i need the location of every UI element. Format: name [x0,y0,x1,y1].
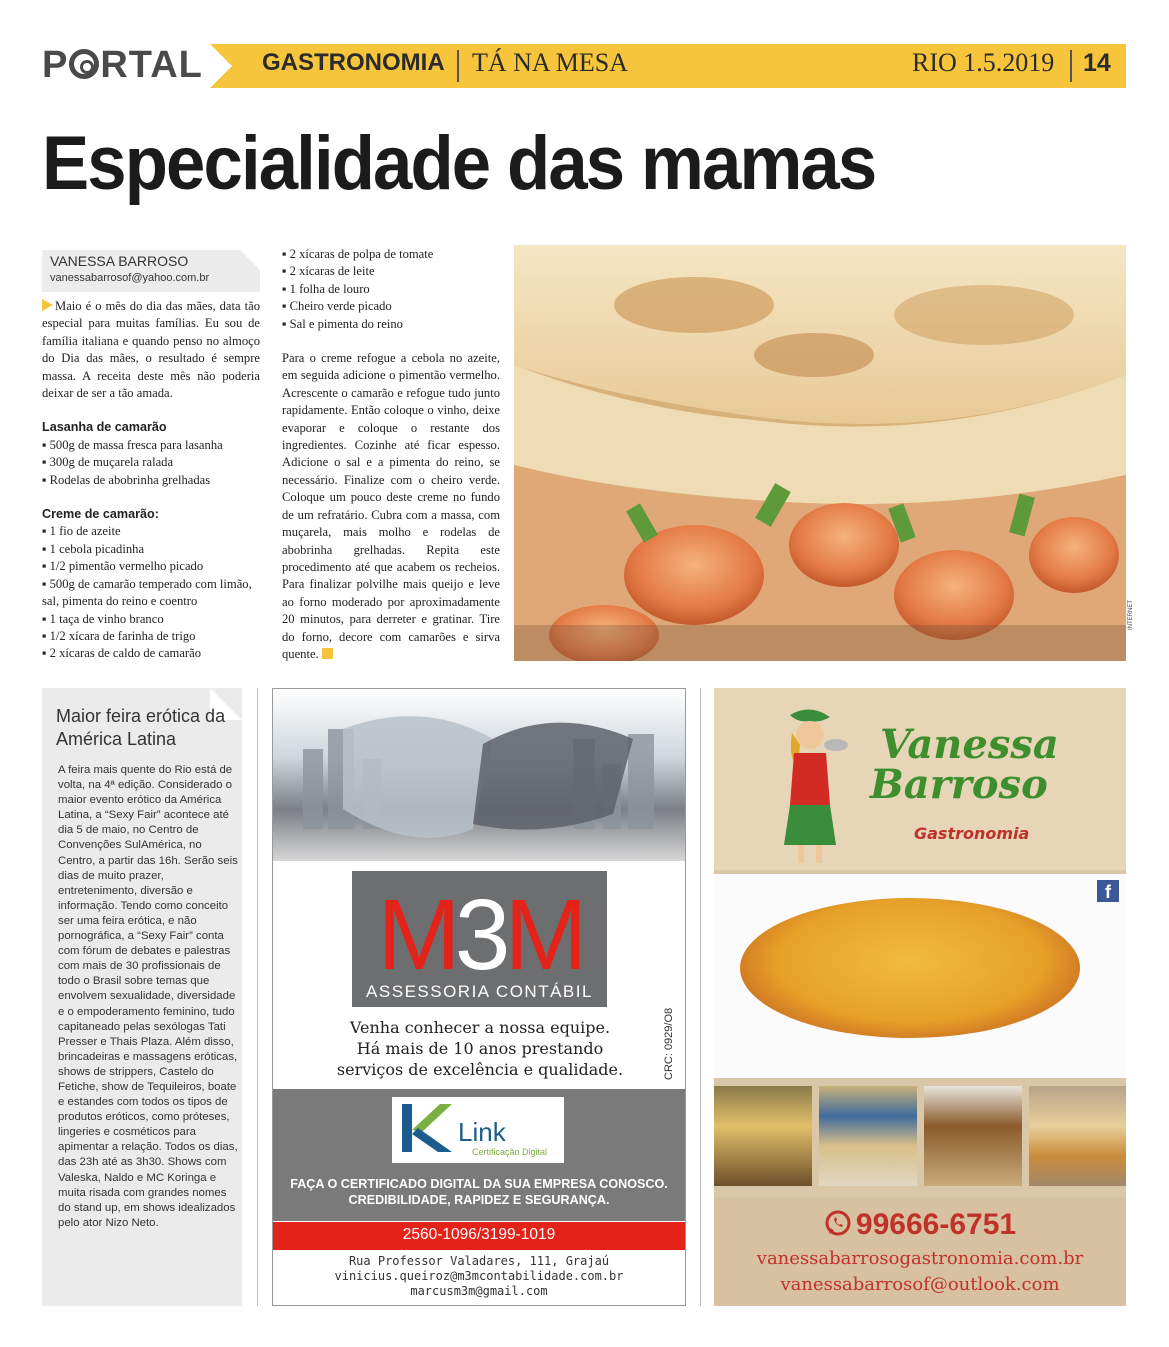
portal-logo: P RTAL [42,44,203,86]
pudding-photo [1029,1086,1126,1186]
link-cta: FAÇA O CERTIFICADO DIGITAL DA SUA EMPRESA CONOSCO. CREDIBILIDADE, RAPIDEZ E SEGURANÇA. [290,1177,668,1207]
ingredient: ▪ 1 cebola picadinha [42,541,260,558]
facebook-icon[interactable]: f [1097,880,1119,902]
quiche-image [740,898,1080,1038]
article-column-1 [42,298,260,663]
recipe-title: Lasanha de camarão [42,420,167,435]
link-k-icon [400,1100,452,1165]
section-name: GASTRONOMIA [262,49,445,76]
vanessa-website[interactable]: vanessabarrosogastronomia.com.br [756,1248,1084,1269]
article-column-2 [282,246,500,663]
m3m-subtitle: ASSESSORIA CONTÁBIL [366,982,593,1001]
photo-credit: INTERNET [1128,600,1134,630]
lasagna-photo [514,245,1126,661]
crc-number: CRC: 0929/O8 [663,1007,675,1080]
ingredient: ▪ 1 taça de vinho branco [42,611,260,628]
divider [457,50,459,82]
vanessa-links [714,1246,1126,1298]
vanessa-tagline: Gastronomia [914,824,1030,843]
lasagna-illustration [514,245,1126,661]
divider [1070,50,1072,82]
jars-photo [819,1086,917,1186]
m3m-tagline: Venha conhecer a nossa equipe. Há mais de 10 anos prestando serviços de excelência e qualidade. [336,1018,624,1079]
method-text: Para o creme refogue a cebola no azeite, em seguida adicione o pimentão vermelho. Acrescente o camarão e refogue tudo junto rapidamente. Então coloque o vinho, deixe evaporar e coloque o restante dos ingredientes. Cozinhe até ficar espesso. Adicione o sal e a pimenta do reino, se necessário. Finalize com o cheiro verde. Coloque um pouco deste creme no fundo de um refratário. Cubra com a massa, com muçarela, mais molho e rodelas de abobrinha grelhadas. Repita este procedimento até que acabem os recheios. Para finalizar polvilhe mais queijo e leve ao forno moderado por aproximadamente 20 minutos, para derreter e gratinar. Tire do forno, decore com camarões e sirva quente. [282,351,500,661]
column-rule [257,688,258,1306]
m3m-phone: 2560-1096/3199-1019 [402,1226,556,1243]
column-rule [700,688,701,1306]
ingredient: ▪ 1/2 pimentão vermelho picado [42,558,260,575]
ingredient: ▪ 2 xícaras de polpa de tomate [282,246,500,263]
dessert-photo [924,1086,1022,1186]
vanessa-phone: 99666-6751 [714,1208,1126,1242]
ingredient: ▪ Cheiro verde picado [282,298,500,315]
arrow-icon [42,299,53,311]
ingredient: ▪ 1 fio de azeite [42,523,260,540]
link-logo-text: Link [458,1117,506,1147]
end-mark [322,648,333,659]
chef-illustration [770,705,850,865]
recipe-subtitle: Creme de camarão: [42,507,159,522]
handshake-illustration [273,689,685,861]
m3m-contact: Rua Professor Valadares, 111, Grajaú vinicius.queiroz@m3mcontabilidade.com.br marcusm3m@gmail.com [334,1254,624,1298]
sidebar-text: A feira mais quente do Rio está de volta, na 4ª edição. Considerado o maior evento erótico da América Latina, a “Sexy Fair” acontece até dia 5 de maio, no Centro de Convenções SulAmérica, no Centro, a partir das 16h. Serão seis dias de muito prazer, entretenimento, diversão e informação. Tendo como conceito ser uma feira erótica, e não pornográfica, a “Sexy Fair” conta com fórum de debates e palestras com mais de 30 profissionais de todo o Brasil sobre temas que envolvem sexualidade, diversidade e o empoderamento feminino, tudo capitaneado pelas sexólogas Tati Presser e Thais Plaza. Além disso, brincadeiras e massagens eróticas, shows de strippers, Castelo do Fetiche, show de Tequileiros, boate e estandes com todos os tipos de produtos eróticos, como próteses, lingeries e cosméticos para apimentar a relação. Todos os dias, das 23h até as 3h30. Shows com Valeska, Naldo e MC Koringa e muita risada com grandes nomes do stand up, em shows idealizados pelo ator Nizo Neto. [58,764,238,1229]
link-logo-subtitle: Certificação Digital [472,1147,548,1157]
issue-date: RIO 1.5.2019 [912,48,1055,77]
ingredient: ▪ 300g de muçarela ralada [42,454,260,471]
ingredient: ▪ Sal e pimenta do reino [282,316,500,333]
ingredient: ▪ 1/2 xícara de farinha de trigo [42,628,260,645]
ingredient: ▪ 500g de camarão temperado com limão, sal, pimenta do reino e coentro [42,576,260,611]
spiral-icon [69,49,99,79]
vanessa-logo: Vanessa Barroso [870,721,1059,808]
subsection-name: TÁ NA MESA [472,48,629,77]
page-number: 14 [1083,49,1111,77]
article-title: Especialidade das mamas [42,121,876,206]
sidebar-title: Maior feira erótica da América Latina [56,706,226,749]
ingredient: ▪ 500g de massa fresca para lasanha [42,437,260,454]
intro-text: Maio é o mês do dia das mães, data tão especial para muitas famílias. Eu sou de família italiana e quando penso no almoço do Dia das mães, o resultado é sempre massa. A receita deste mês não poderia deixar de ser a tão amada. [42,299,260,401]
ingredient: ▪ Rodelas de abobrinha grelhadas [42,472,260,489]
author-name: VANESSA BARROSO [50,253,189,269]
author-email: vanessabarrosof@yahoo.com.br [50,272,210,284]
m3m-logo: M3M [377,879,582,991]
vanessa-email[interactable]: vanessabarrosof@outlook.com [780,1274,1060,1295]
ingredient: ▪ 2 xícaras de leite [282,263,500,280]
ingredient: ▪ 1 folha de louro [282,281,500,298]
ingredient: ▪ 2 xícaras de caldo de camarão [42,645,260,662]
dish-photo [714,1086,812,1186]
handshake-image [273,689,685,861]
whatsapp-icon [824,1209,852,1237]
